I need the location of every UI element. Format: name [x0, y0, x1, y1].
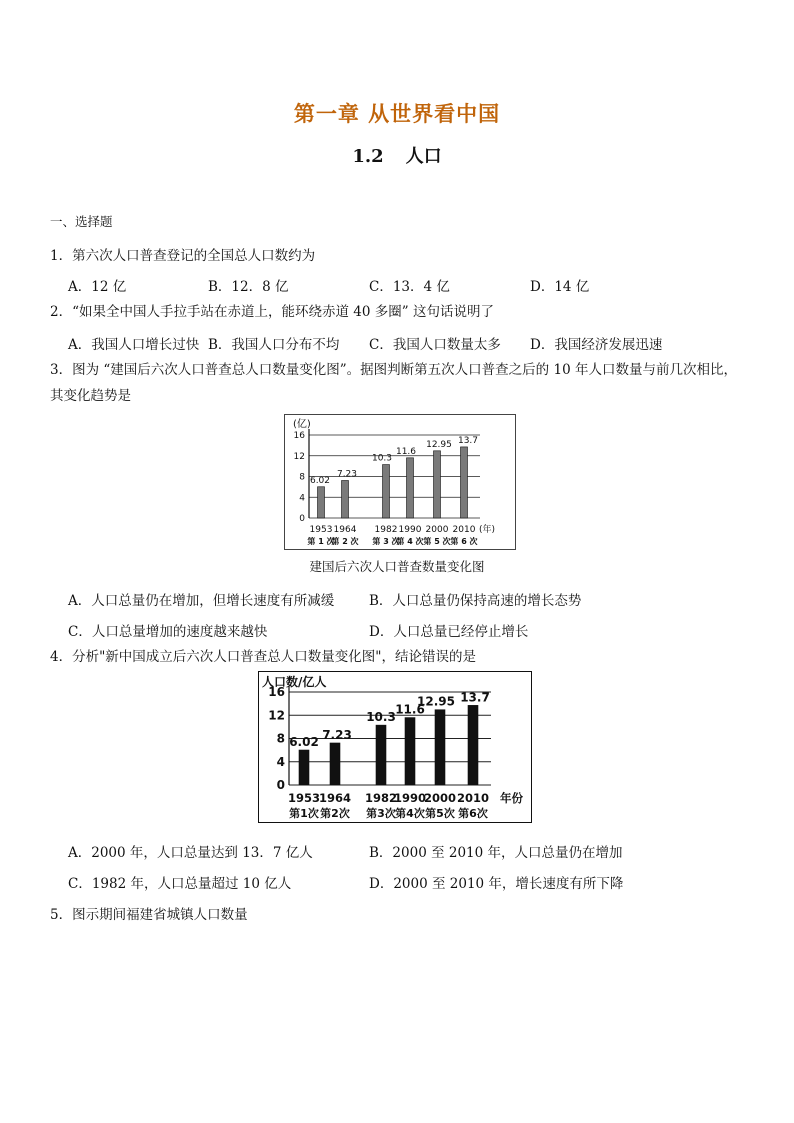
q2-option-c: C．我国人口数量太多 — [369, 337, 501, 353]
x-tick-label: 1964 — [318, 791, 352, 805]
q1-option-c: C．13．4 亿 — [369, 279, 450, 295]
q1-option-a: A．12 亿 — [68, 279, 127, 295]
q3-option-c: C．人口总量增加的速度越来越快 — [68, 624, 268, 640]
x-tick-label: 2010 — [456, 791, 490, 805]
q2-option-d: D．我国经济发展迅速 — [530, 337, 663, 353]
x-axis-label: (年) — [479, 525, 496, 535]
x-tick-label: 1982 — [364, 791, 398, 805]
census-order-label: 第 3 次 — [372, 537, 400, 546]
census-chart-2-svg — [259, 672, 531, 822]
q1-option-d: D．14 亿 — [530, 279, 590, 295]
bar-value-label: 12.95 — [426, 439, 452, 450]
census-chart-1 — [284, 414, 516, 550]
question-3-stem-line1: 3．图为 “建国后六次人口普查总人口数量变化图”。据图判断第五次人口普查之后的 10 年人口数量与前几次相比， — [50, 362, 737, 378]
bar — [461, 447, 468, 518]
bar-value-label: 12.95 — [417, 694, 455, 709]
y-tick-label: 0 — [276, 778, 285, 793]
bar-value-label: 10.3 — [371, 453, 393, 464]
y-tick-label: 8 — [299, 472, 305, 483]
x-tick-label: 1982 — [374, 525, 398, 535]
q2-option-b: B．我国人口分布不均 — [208, 337, 340, 353]
bar-value-label: 7.23 — [322, 727, 352, 742]
q4-option-a: A．2000 年，人口总量达到 13．7 亿人 — [68, 845, 313, 861]
y-tick-label: 16 — [268, 685, 285, 700]
bar-value-label: 11.6 — [395, 702, 425, 717]
bar — [299, 750, 309, 785]
census-order-label: 第 2 次 — [331, 537, 359, 546]
section-heading — [0, 142, 794, 168]
y-tick-label: 0 — [299, 514, 305, 525]
q1-option-b: B．12．8 亿 — [208, 279, 289, 295]
bar — [434, 451, 441, 518]
bar-value-label: 10.3 — [366, 710, 396, 725]
bar — [405, 718, 415, 785]
census-chart-1-svg — [285, 415, 515, 549]
section-number: 1.2 — [352, 146, 384, 167]
x-tick-label: 2010 — [452, 525, 476, 535]
y-axis-label: (亿) — [293, 419, 311, 430]
part-label: 一、选择题 — [50, 214, 113, 229]
census-order-label: 第 4 次 — [396, 537, 424, 546]
question-1-stem: 1．第六次人口普查登记的全国总人口数约为 — [50, 248, 316, 264]
census-order-label: 第5次 — [425, 807, 455, 820]
x-tick-label: 1964 — [333, 525, 357, 535]
q3-option-a: A．人口总量仍在增加，但增长速度有所减缓 — [68, 593, 335, 609]
chapter-title: 第一章 从世界看中国 — [293, 101, 501, 126]
y-axis-label: 人口数/亿人 — [262, 675, 327, 689]
question-5-stem: 5．图示期间福建省城镇人口数量 — [50, 907, 248, 923]
q4-option-d: D．2000 至 2010 年，增长速度有所下降 — [369, 876, 624, 892]
bar — [318, 487, 325, 518]
bar-value-label: 11.6 — [395, 446, 417, 457]
y-tick-label: 16 — [293, 431, 305, 442]
x-tick-label: 2000 — [425, 525, 449, 535]
y-tick-label: 4 — [276, 754, 285, 769]
bar — [435, 710, 445, 785]
census-order-label: 第1次 — [289, 807, 319, 820]
q3-option-d: D．人口总量已经停止增长 — [369, 624, 529, 640]
bar-value-label: 7.23 — [336, 469, 358, 480]
y-tick-label: 4 — [299, 493, 305, 504]
y-tick-label: 12 — [268, 708, 285, 723]
x-tick-label: 1953 — [287, 791, 321, 805]
census-order-label: 第 1 次 — [307, 537, 335, 546]
question-3-stem-line2: 其变化趋势是 — [50, 388, 131, 404]
bar-value-label: 6.02 — [289, 735, 319, 750]
census-order-label: 第 6 次 — [450, 537, 478, 546]
x-tick-label: 2000 — [423, 791, 457, 805]
census-order-label: 第6次 — [458, 807, 488, 820]
q4-option-b: B．2000 至 2010 年，人口总量仍在增加 — [369, 845, 623, 861]
census-order-label: 第3次 — [366, 807, 396, 820]
figure-caption: 建国后六次人口普查数量变化图 — [309, 559, 485, 574]
bar — [376, 725, 386, 785]
q2-option-a: A．我国人口增长过快 — [68, 337, 200, 353]
bar-value-label: 6.02 — [309, 475, 331, 486]
x-axis-label: 年份 — [500, 791, 523, 805]
x-tick-label: 1990 — [393, 791, 427, 805]
x-tick-label: 1990 — [398, 525, 422, 535]
y-tick-label: 8 — [276, 731, 285, 746]
bar — [468, 705, 478, 785]
bar — [383, 465, 390, 518]
bar — [407, 458, 414, 518]
bar-value-label: 13.7 — [460, 690, 490, 705]
q4-option-c: C．1982 年，人口总量超过 10 亿人 — [68, 876, 292, 892]
census-order-label: 第 5 次 — [423, 537, 451, 546]
question-4-stem: 4．分析"新中国成立后六次人口普查总人口数量变化图"，结论错误的是 — [50, 649, 477, 665]
bar — [330, 743, 340, 785]
census-order-label: 第2次 — [320, 807, 350, 820]
question-2-stem: 2．“如果全中国人手拉手站在赤道上，能环绕赤道 40 多圈” 这句话说明了 — [50, 304, 494, 320]
y-tick-label: 12 — [293, 451, 305, 462]
section-title: 人口 — [405, 146, 442, 167]
bar-value-label: 13.7 — [457, 435, 479, 446]
q3-option-b: B．人口总量仍保持高速的增长态势 — [369, 593, 582, 609]
bar — [342, 480, 349, 518]
x-tick-label: 1953 — [309, 525, 333, 535]
census-order-label: 第4次 — [395, 807, 425, 820]
census-chart-2 — [258, 671, 532, 823]
